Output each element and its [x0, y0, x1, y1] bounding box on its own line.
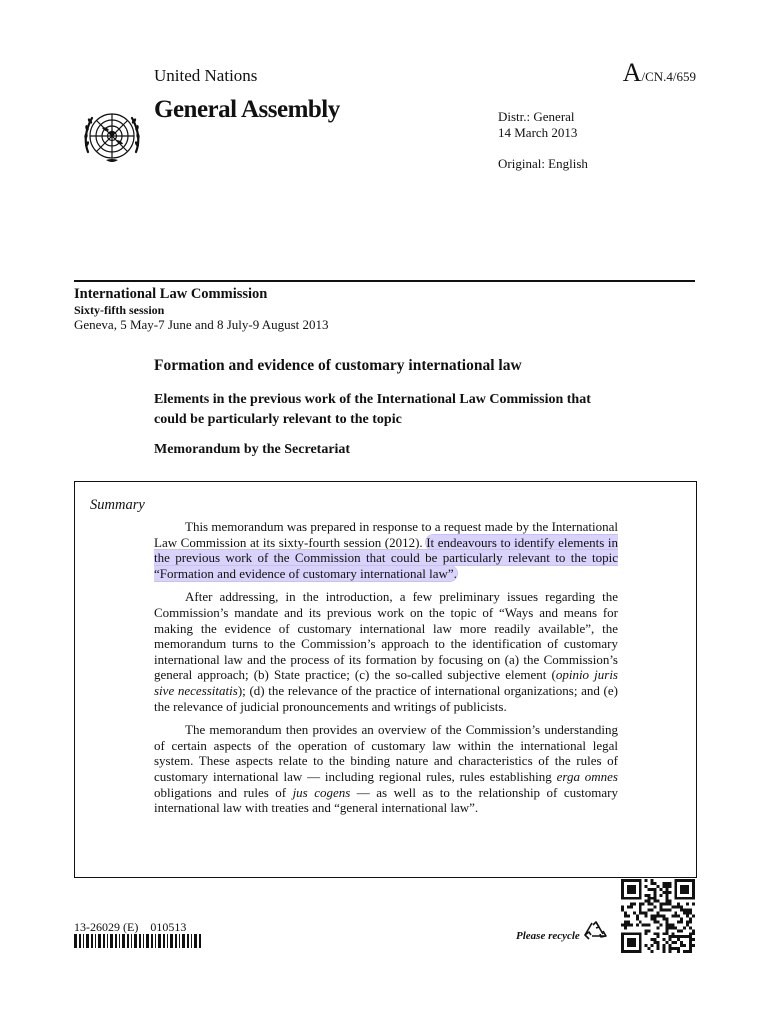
document-subtitle: Elements in the previous work of the International Law Commission that could be particularly relevant to the topic [154, 392, 591, 427]
summary-p2-italic: opinio juris sive necessitatis [154, 667, 618, 698]
recycle-label: Please recycle [516, 930, 580, 942]
header-divider [74, 280, 695, 282]
document-title: Formation and evidence of customary international law [154, 357, 522, 374]
organization-name: United Nations [154, 66, 258, 85]
qr-code-icon [621, 879, 695, 953]
document-date: 14 March 2013 [498, 125, 578, 140]
summary-p3-end: — as well as to the relationship of customary international law with treaties and “general international law”. [154, 784, 618, 816]
summary-body [154, 519, 618, 824]
summary-p3-text: The memorandum then provides an overview of the Commission’s understanding of certain aspects of the operation of customary law within the international legal system. These aspects relate to the binding nature and characteristics of the rules of customary international law — including regional rules, rules establishing [154, 722, 618, 784]
summary-p3-italic-1: erga omnes [556, 768, 618, 784]
symbol-prefix: A [622, 58, 642, 87]
commission-session: Sixty-fifth session [74, 303, 165, 317]
summary-p2-end: ); (d) the relevance of the practice of international organizations; and (e) the relevance of judicial pronouncements and writings of publicists. [154, 682, 618, 714]
summary-paragraph-2 [154, 589, 618, 714]
original-language: Original: English [498, 156, 588, 171]
summary-p3-mid: obligations and rules of [154, 784, 293, 800]
summary-p2-text: After addressing, in the introduction, a few preliminary issues regarding the Commission’s mandate and its previous work on the topic of “Ways and means for making the evidence of customary international law more readily available”, the memorandum turns to the Commission’s approach to the identification of customary international law and the process of its formation by focusing on (a) the Commission’s general approach; (b) State practice; (c) the so-called subjective element ( [154, 589, 618, 683]
recycle-icon [584, 920, 608, 944]
summary-paragraph-1 [154, 519, 618, 581]
distribution: Distr.: General [498, 109, 575, 124]
memorandum-author: Memorandum by the Secretariat [154, 442, 351, 457]
summary-paragraph-3 [154, 722, 618, 816]
document-symbol [623, 58, 696, 88]
un-emblem-icon [76, 100, 148, 172]
summary-p3-italic-2: jus cogens [292, 784, 351, 800]
highlighted-text[interactable]: It endeavours to identify elements in the previous work of the Commission that could be particularly relevant to the topic “Formation and evidence of customary international law”. [154, 534, 618, 581]
summary-p1-text: This memorandum was prepared in response to a request made by the International Law Commission at its sixty-fourth session (2012). [154, 519, 618, 550]
summary-label: Summary [90, 497, 145, 513]
commission-place-dates: Geneva, 5 May-7 June and 8 July-9 August 2013 [74, 317, 329, 332]
commission-name: International Law Commission [74, 286, 268, 302]
body-title: General Assembly [154, 96, 340, 123]
barcode-icon [74, 934, 202, 948]
job-number: 13-26029 (E) 010513 [74, 920, 187, 934]
symbol-rest: /CN.4/659 [641, 69, 696, 84]
